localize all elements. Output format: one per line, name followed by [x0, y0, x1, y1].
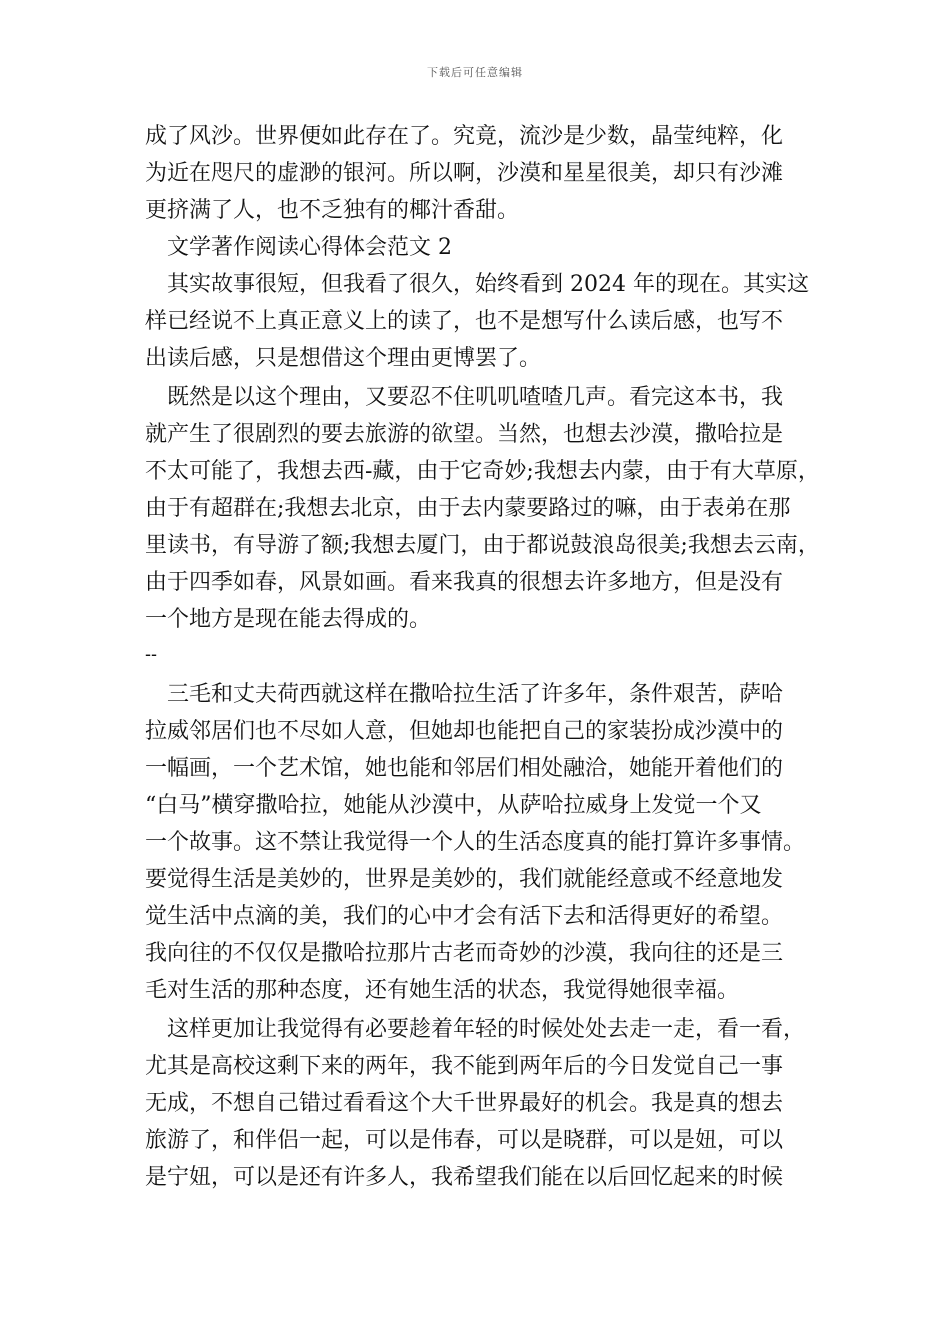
separator: --	[145, 644, 157, 664]
text-line: 毛对生活的那种态度，还有她生活的状态，我觉得她很幸福。	[145, 978, 740, 1003]
text-line: 拉威邻居们也不尽如人意，但她却也能把自己的家装扮成沙漠中的	[145, 719, 784, 744]
text-line: 要觉得生活是美妙的，世界是美妙的，我们就能经意或不经意地发	[145, 867, 784, 892]
paragraph-2	[145, 266, 809, 377]
text-line: 出读后感，只是想借这个理由更博罢了。	[145, 346, 542, 371]
text-line: 尤其是高校这剩下来的两年，我不能到两年后的今日发觉自己一事	[145, 1054, 784, 1079]
text-line: “白马”横穿撒哈拉，她能从沙漠中，从萨哈拉威身上发觉一个又	[145, 793, 762, 818]
text-line: 就产生了很剧烈的要去旅游的欲望。当然，也想去沙漠，撒哈拉是	[145, 422, 784, 447]
text-line: 是宁妞，可以是还有许多人，我希望我们能在以后回忆起来的时候	[145, 1165, 784, 1190]
text-line: 更挤满了人，也不乏独有的椰汁香甜。	[145, 198, 520, 223]
text-line: 无成，不想自己错过看看这个大千世界最好的机会。我是真的想去	[145, 1091, 784, 1116]
paragraph-5	[145, 1011, 809, 1196]
page-header: 下载后可任意编辑	[427, 66, 523, 79]
text-line: 三毛和丈夫荷西就这样在撒哈拉生活了许多年，条件艰苦，萨哈	[145, 682, 784, 707]
text-line: 既然是以这个理由，又要忍不住叽叽喳喳几声。看完这本书，我	[145, 385, 784, 410]
text-line: 其实故事很短，但我看了很久，始终看到 2024 年的现在。其实这	[145, 272, 809, 297]
text-line: 觉生活中点滴的美，我们的心中才会有活下去和活得更好的希望。	[145, 904, 784, 929]
text-line: 旅游了，和伴侣一起，可以是伟春，可以是晓群，可以是妞，可以	[145, 1128, 784, 1153]
text-line: 为近在咫尺的虚渺的银河。所以啊，沙漠和星星很美，却只有沙滩	[145, 161, 784, 186]
paragraph-4	[145, 676, 809, 1009]
text-line: 由于有超群在;我想去北京，由于去内蒙要路过的嘛，由于表弟在那	[145, 496, 791, 521]
paragraph-3	[145, 379, 820, 638]
paragraph-1	[145, 118, 809, 229]
text-line: 里读书，有导游了额;我想去厦门，由于都说鼓浪岛很美;我想去云南，	[145, 533, 820, 558]
text-line: 由于四季如春，风景如画。看来我真的很想去许多地方，但是没有	[145, 570, 784, 595]
section-heading: 文学著作阅读心得体会范文 2	[167, 235, 452, 260]
document-body	[145, 118, 820, 1196]
text-line: 一幅画，一个艺术馆，她也能和邻居们相处融洽，她能开着他们的	[145, 756, 784, 781]
text-line: 一个故事。这不禁让我觉得一个人的生活态度真的能打算许多事情。	[145, 830, 806, 855]
text-line: 一个地方是现在能去得成的。	[145, 607, 432, 632]
text-line: 不太可能了，我想去西-藏，由于它奇妙;我想去内蒙，由于有大草原，	[145, 459, 820, 484]
text-line: 成了风沙。世界便如此存在了。究竟，流沙是少数，晶莹纯粹，化	[145, 124, 784, 149]
text-line: 样已经说不上真正意义上的读了，也不是想写什么读后感，也写不	[145, 309, 784, 334]
text-line: 这样更加让我觉得有必要趁着年轻的时候处处去走一走，看一看，	[145, 1017, 806, 1042]
text-line: 我向往的不仅仅是撒哈拉那片古老而奇妙的沙漠，我向往的还是三	[145, 941, 784, 966]
